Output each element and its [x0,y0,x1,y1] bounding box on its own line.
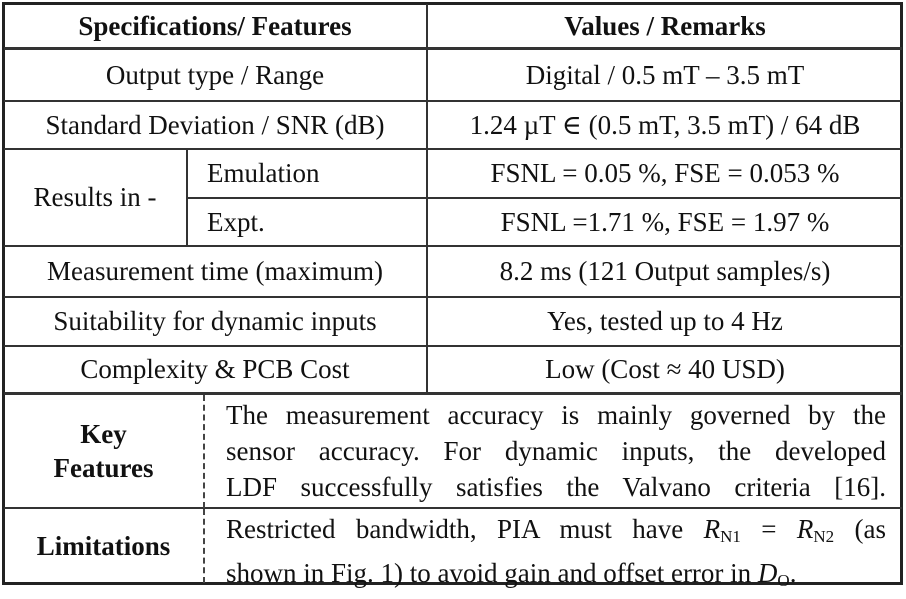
suitability-label: Suitability for dynamic inputs [53,306,377,336]
complexity-label: Complexity & PCB Cost [80,354,350,384]
dash-key-features [203,395,205,508]
output-type-value: Digital / 0.5 mT – 3.5 mT [525,59,805,90]
key-features-line: sensor accuracy. For dynamic inputs, the developed [226,436,886,466]
key-features-label-line1: Key [80,419,127,449]
limitations-line-2: shown in Fig. 1) to avoid gain and offset error in $D_O$. [226,558,797,590]
dash-limitations [203,509,205,583]
limitations-line-1: Restricted bandwidth, PIA must have $R_{N1} = R_{N2}$ (as [226,514,886,546]
key-features-line: LDF successfully satisfies the Valvano criteria [16]. [226,472,886,502]
suitability-value: Yes, tested up to 4 Hz [547,306,783,336]
output-type-label: Output type / Range [105,59,325,90]
emulation-value: FSNL = 0.05 %, FSE = 0.053 % [490,158,840,188]
header-specifications: Specifications/ Features [78,10,352,41]
key-features-label [4,395,203,507]
complexity-value: Low (Cost ≈ 40 USD) [545,354,785,384]
key-features-text [226,397,886,505]
expt-label: Expt. [207,206,265,237]
header-values: Values / Remarks [564,10,766,41]
key-features-line: The measurement accuracy is mainly governed by the [226,400,886,430]
limitations-label: Limitations [36,530,171,561]
time-value: 8.2 ms (121 Output samples/s) [499,256,831,286]
stddev-label: Standard Deviation / SNR (dB) [45,109,385,140]
limitations-text [226,511,886,599]
stddev-value: 1.24 µT ∈ (0.5 mT, 3.5 mT) / 64 dB [469,109,861,140]
emulation-label: Emulation [207,158,320,188]
key-features-label-line2: Features [53,453,154,483]
expt-value: FSNL =1.71 %, FSE = 1.97 % [500,206,830,237]
results-label: Results in - [33,182,157,212]
time-label: Measurement time (maximum) [47,256,383,286]
